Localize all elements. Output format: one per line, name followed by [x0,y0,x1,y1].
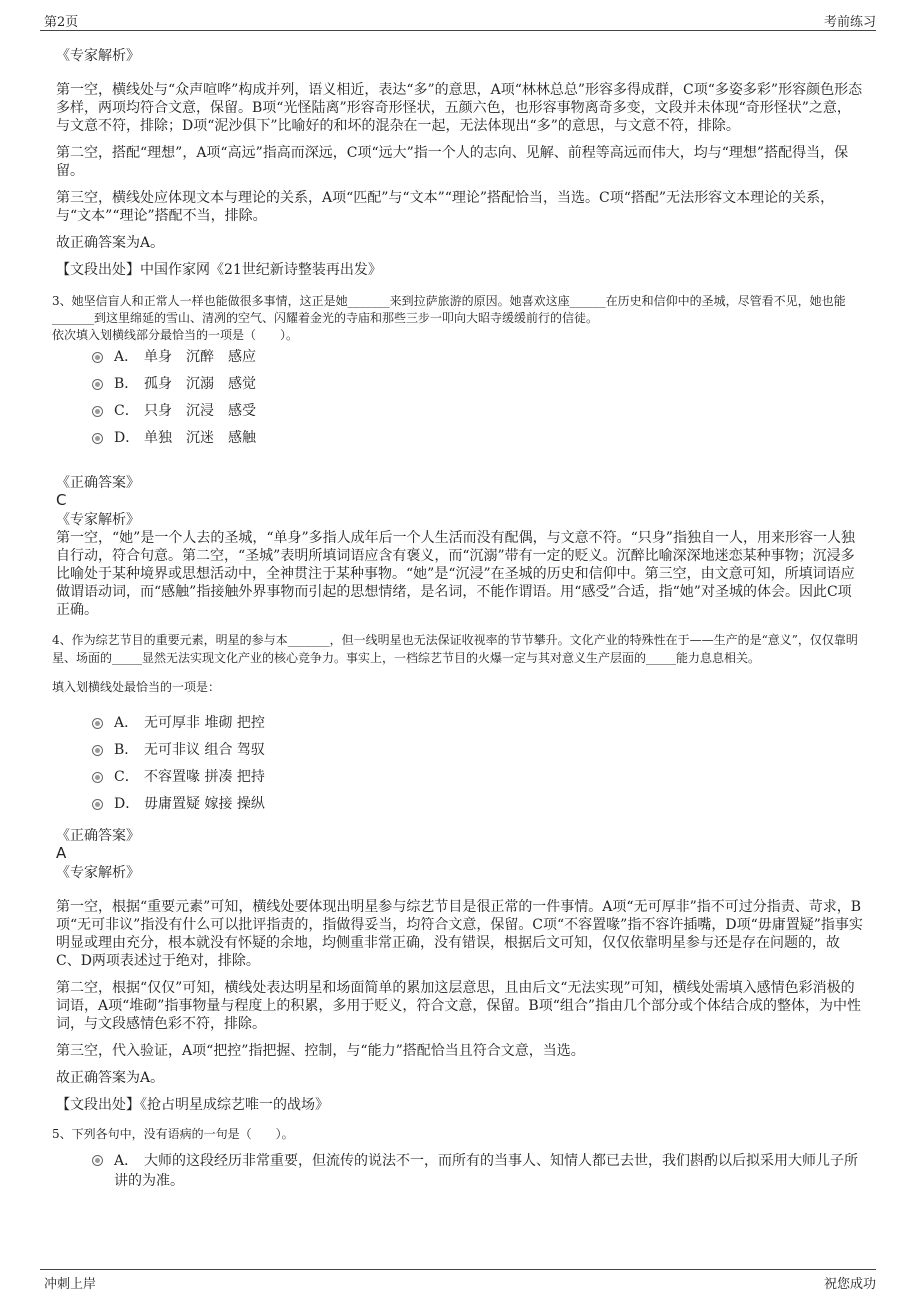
q3-analysis-title: 《专家解析》 [56,512,140,528]
option-letter: B． [114,742,139,758]
radio-icon[interactable] [92,379,103,390]
q5-option-a[interactable] [92,1151,864,1191]
q3-option-a[interactable] [92,348,864,366]
option-text: 孤身 沉溺 感觉 [144,376,256,392]
q4-prompt: 填入划横线处最恰当的一项是： [52,680,221,694]
header-label: 考前练习 [823,15,876,30]
q3-analysis: 第一空，“她”是一个人去的圣城，“单身”多指人成年后一个人生活而没有配偶，与文意不符。“只身”指独自一人，用来形容一人独自行动，符合句意。第二空，“圣城”表明所填词语应含有褒义，而“沉溺”带有一定的贬义。沉醉比喻深深地迷恋某种事物；沉浸多比喻处于某种境界或思想活动中，全神贯注于某种事物。“她”是“沉浸”在圣城的历史和信仰中。第三空，由文意可知，所填词语应做谓语动词，而“感触”指接触外界事物而引起的思想情绪，是名词，不能作谓语。用“感受”合适，指“她”对圣城的体会。因此C项正确。 [56,530,855,618]
radio-icon[interactable] [92,406,103,417]
q4-stem: 4、作为综艺节目的重要元素，明星的参与本_______，但一线明星也无法保证收视率的节节攀升。文化产业的特殊性在于——生产的是“意义”，仅仅靠明星、场面的_____显然无法实现文化产业的核心竞争力。事实上，一档综艺节目的火爆一定与其对意义生产层面的_____能力息息相关。 [52,633,858,665]
radio-icon[interactable] [92,718,103,729]
option-letter: A． [114,1153,139,1169]
q4-option-c[interactable] [92,768,864,786]
radio-icon[interactable] [92,799,103,810]
option-letter: C． [114,403,139,419]
option-text: 不容置喙 拼凑 把持 [144,769,265,785]
q3-answer-title: 《正确答案》 [56,475,140,491]
page-header [40,0,876,31]
option-letter: D． [114,430,140,446]
q5-stem: 5、下列各句中，没有语病的一句是（ ）。 [52,1127,294,1141]
q2-analysis-p2: 第二空，搭配“理想”，A项“高远”指高而深远，C项“远大”指一个人的志向、见解、前程等高远而伟大，均与“理想”搭配得当，保留。 [56,145,849,179]
q3-option-c[interactable] [92,402,864,420]
q4-analysis-p3: 第三空，代入验证，A项“把控”指把握、控制，与“能力”搭配恰当且符合文意，当选。 [56,1043,585,1059]
q2-analysis-p3: 第三空，横线处应体现文本与理论的关系，A项“匹配”与“文本”“理论”搭配恰当，当选。C项“搭配”无法形容文本理论的关系，与“文本”“理论”搭配不当，排除。 [56,190,835,224]
option-text: 无可非议 组合 驾驭 [144,742,265,758]
q4-source: 【文段出处】《抢占明星成综艺唯一的战场》 [56,1097,329,1113]
radio-icon[interactable] [92,745,103,756]
option-letter: A． [114,715,139,731]
option-text: 单身 沉醉 感应 [144,349,256,365]
option-text: 毋庸置疑 嫁接 操纵 [144,796,265,812]
q2-analysis-title: 《专家解析》 [56,48,140,64]
radio-icon[interactable] [92,772,103,783]
footer-right-text: 祝您成功 [823,1277,876,1292]
q4-option-d[interactable] [92,795,864,813]
q3-prompt: 依次填入划横线部分最恰当的一项是（ ）。 [52,328,299,342]
option-text: 大师的这段经历非常重要，但流传的说法不一，而所有的当事人、知情人都已去世，我们斟酌以后拟采用大师儿子所讲的为准。 [114,1153,858,1189]
q2-source: 【文段出处】中国作家网《21世纪新诗整装再出发》 [56,262,382,278]
radio-icon[interactable] [92,352,103,363]
option-letter: A． [114,349,139,365]
q4-analysis-p1: 第一空，根据“重要元素”可知，横线处要体现出明星参与综艺节目是很正常的一件事情。A项“无可厚非”指不可过分指责、苛求，B项“无可非议”指没有什么可以批评指责的，指做得妥当，均符合文意，保留。C项“不容置喙”指不容许插嘴，D项“毋庸置疑”指事实明显或理由充分，根本就没有怀疑的余地，均侧重非常正确，没有错误，根据后文可知，仅仅依靠明星参与还是存在问题的，故C、D两项表述过于绝对，排除。 [56,899,863,969]
option-letter: B． [114,376,139,392]
q3-answer: C [56,491,67,509]
q3-option-d[interactable] [92,429,864,447]
radio-icon[interactable] [92,433,103,444]
radio-icon[interactable] [92,1155,103,1166]
option-text: 无可厚非 堆砌 把控 [144,715,265,731]
q3-option-b[interactable] [92,375,864,393]
q4-analysis-p2: 第二空，根据“仅仅”可知，横线处表达明星和场面简单的累加这层意思，且由后文“无法实现”可知，横线处需填入感情色彩消极的词语，A项“堆砌”指事物量与程度上的积累，多用于贬义，符合文意，保留。B项“组合”指由几个部分或个体结合成的整体，为中性词，与文段感情色彩不符，排除。 [56,980,862,1032]
q3-options [56,348,864,447]
q4-options [56,714,864,813]
q3-stem: 3、她坚信盲人和正常人一样也能做很多事情，这正是她_______来到拉萨旅游的原因。她喜欢这座______在历史和信仰中的圣城，尽管看不见，她也能_______到这里绵延的雪山、清冽的空气、闪耀着金光的寺庙和那些三步一叩向大昭寺缓缓前行的信徒。 [52,294,846,325]
q2-analysis-p1: 第一空，横线处与“众声喧哗”构成并列，语义相近，表达“多”的意思，A项“林林总总”形容多得成群，C项“多姿多彩”形容颜色形态多样，两项均符合文意，保留。B项“光怪陆离”形容奇形怪状，五颜六色，也形容事物离奇多变，文段并未体现“奇形怪状”之意，与文意不符，排除；D项“泥沙俱下”比喻好的和坏的混杂在一起，无法体现出“多”的意思，与文意不符，排除。 [56,82,863,134]
q4-conclusion: 故正确答案为A。 [56,1070,165,1086]
option-text: 只身 沉浸 感受 [144,403,256,419]
q4-option-b[interactable] [92,741,864,759]
option-letter: C． [114,769,139,785]
option-letter: D． [114,796,140,812]
q4-option-a[interactable] [92,714,864,732]
option-text: 单独 沉迷 感触 [144,430,256,446]
q4-answer: A [56,844,67,862]
page-content [52,44,864,1191]
footer-left-text: 冲刺上岸 [44,1277,97,1292]
page-number: 第2页 [44,15,79,30]
q4-analysis-title: 《专家解析》 [56,865,140,881]
q2-conclusion: 故正确答案为A。 [56,235,165,251]
page-footer [40,1269,876,1302]
q4-answer-title: 《正确答案》 [56,828,140,844]
